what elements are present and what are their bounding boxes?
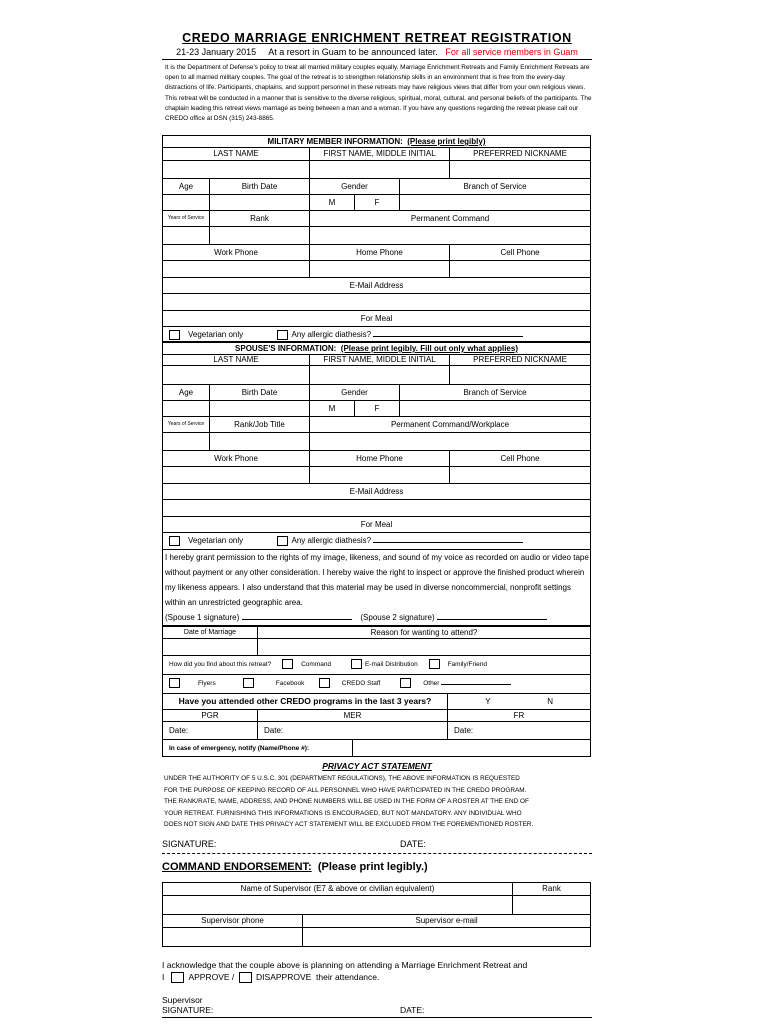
spouse-first-name-field[interactable]	[310, 366, 450, 385]
spouse-work-phone-field[interactable]	[163, 467, 310, 484]
how-found-row-2: Flyers Facebook CREDO Staff Other	[163, 675, 591, 694]
date-of-marriage-label: Date of Marriage	[163, 627, 258, 639]
member-birth-date-field[interactable]	[210, 195, 310, 211]
spouse-rank-label: Rank/Job Title	[210, 417, 310, 433]
spouse-rank-field[interactable]	[210, 433, 310, 451]
supervisor-email-label: Supervisor e-mail	[303, 914, 591, 927]
supervisor-phone-field[interactable]	[163, 927, 303, 946]
retreat-location: At a resort in Guam to be announced later.	[268, 47, 438, 57]
spouse-first-name-label: FIRST NAME, MIDDLE INITIAL	[310, 355, 450, 366]
member-nickname-label: PREFERRED NICKNAME	[450, 148, 591, 161]
acknowledgement: I acknowledge that the couple above is planning on attending a Marriage Enrichment Retreat and I APPROVE / DISAPPROVE their attendance.	[162, 959, 528, 982]
emergency-label: In case of emergency, notify (Name/Phone #):	[163, 740, 353, 757]
spouse-years-label: Years of Service	[163, 417, 210, 433]
spouse-info-table	[162, 342, 591, 626]
member-info-table	[162, 135, 591, 342]
member-cell-phone-field[interactable]	[450, 261, 591, 278]
member-allergic-checkbox[interactable]	[277, 330, 288, 340]
spouse-work-phone-label: Work Phone	[163, 451, 310, 467]
intro-paragraph: It is the Department of Defense's policy to treat all married military couples equally. Marriage Enrichment Retreats and Family Enrichment Retreats are open to all married military couples. The goal of the retreat is to strengthen relationship skills in an environment that is free from the every-day distractions of life. Participants, chaplains, and support personnel in these retreats may have religious views that differ from your own religious views. This retreat will be conducted in a manner that is sensitive to the diverse religious, spiritual, moral, cultural, and personal beliefs of the participants. The chaplain leading this retreat views marriage as being between a man and a woman. If you have any questions regarding the retreat please call our CREDO office at DSN (315) 243-8865.	[165, 64, 592, 123]
spouse-meal-label: For Meal	[163, 517, 591, 533]
spouse-command-label: Permanent Command/Workplace	[310, 417, 591, 433]
member-rank-field[interactable]	[210, 227, 310, 245]
disapprove-checkbox[interactable]	[239, 972, 252, 983]
privacy-date-label: DATE:	[400, 838, 426, 849]
emergency-field[interactable]	[353, 740, 591, 757]
spouse-command-field[interactable]	[310, 433, 591, 451]
member-years-label: Years of Service	[163, 211, 210, 227]
form-title: CREDO MARRIAGE ENRICHMENT RETREAT REGISTRATION	[182, 31, 572, 45]
spouse-email-field[interactable]	[163, 500, 591, 517]
member-age-field[interactable]	[163, 195, 210, 211]
spouse1-signature-field[interactable]	[242, 612, 352, 620]
spouse-birth-date-label: Birth Date	[210, 385, 310, 401]
spouse-years-field[interactable]	[163, 433, 210, 451]
spouse-home-phone-field[interactable]	[310, 467, 450, 484]
email-distribution-checkbox[interactable]	[351, 659, 362, 669]
spouse-heading: SPOUSE'S INFORMATION: (Please print legibly. Fill out only what applies)	[163, 343, 591, 355]
spouse-birth-date-field[interactable]	[210, 401, 310, 417]
pgr-label: PGR	[163, 710, 258, 722]
spouse-last-name-label: LAST NAME	[163, 355, 310, 366]
retreat-audience: For all service members in Guam	[445, 47, 578, 57]
spouse-gender-female[interactable]: F	[355, 401, 400, 417]
credo-staff-checkbox[interactable]	[319, 678, 330, 688]
approve-checkbox[interactable]	[171, 972, 184, 983]
attended-yes[interactable]: Y	[485, 697, 491, 706]
supervisor-label: Supervisor	[162, 994, 203, 1005]
member-last-name-field[interactable]	[163, 161, 310, 179]
fr-label: FR	[448, 710, 591, 722]
member-home-phone-field[interactable]	[310, 261, 450, 278]
supervisor-signature-row	[162, 995, 592, 1018]
member-branch-label: Branch of Service	[400, 179, 591, 195]
member-home-phone-label: Home Phone	[310, 245, 450, 261]
privacy-signature-row	[162, 839, 592, 854]
spouse2-signature-field[interactable]	[437, 612, 547, 620]
other-field[interactable]	[441, 676, 511, 685]
fr-date-field[interactable]: Date:	[448, 722, 591, 740]
member-last-name-label: LAST NAME	[163, 148, 310, 161]
member-heading: MILITARY MEMBER INFORMATION: (Please print legibly)	[163, 136, 591, 148]
member-gender-label: Gender	[310, 179, 400, 195]
pgr-date-field[interactable]: Date:	[163, 722, 258, 740]
registration-form	[162, 30, 592, 1018]
spouse-email-label: E-Mail Address	[163, 484, 591, 500]
other-checkbox[interactable]	[400, 678, 411, 688]
spouse-nickname-label: PREFERRED NICKNAME	[450, 355, 591, 366]
member-email-label: E-Mail Address	[163, 278, 591, 294]
spouse-gender-male[interactable]: M	[310, 401, 355, 417]
spouse-branch-label: Branch of Service	[400, 385, 591, 401]
consent-text: I hereby grant permission to the rights of my image, likeness, and sound of my voice as recorded on audio or video tape without payment or any other consideration. I hereby waive the right to inspect or approve the finished product wherein my likeness appears. I also understand that this material may be used in diverse noncommercial, nonprofit settings within an unrestricted geographic area. (Spouse 1 signature) (Spouse 2 signature)	[163, 550, 591, 626]
spouse-cell-phone-label: Cell Phone	[450, 451, 591, 467]
supervisor-email-field[interactable]	[303, 927, 591, 946]
spouse-gender-label: Gender	[310, 385, 400, 401]
spouse-home-phone-label: Home Phone	[310, 451, 450, 467]
member-command-label: Permanent Command	[310, 211, 591, 227]
form-subtitle	[162, 46, 592, 60]
attended-no[interactable]: N	[547, 697, 554, 706]
endorsement-heading: COMMAND ENDORSEMENT: (Please print legibly.)	[162, 860, 428, 873]
member-age-label: Age	[163, 179, 210, 195]
privacy-signature-label: SIGNATURE:	[162, 838, 217, 849]
spouse-allergic-field[interactable]	[373, 533, 523, 543]
member-first-name-label: FIRST NAME, MIDDLE INITIAL	[310, 148, 450, 161]
spouse-age-label: Age	[163, 385, 210, 401]
supervisor-name-label: Name of Supervisor (E7 & above or civilian equivalent)	[163, 882, 513, 895]
flyers-checkbox[interactable]	[169, 678, 180, 688]
family-friend-checkbox[interactable]	[429, 659, 440, 669]
member-command-field[interactable]	[310, 227, 591, 245]
spouse-age-field[interactable]	[163, 401, 210, 417]
attended-question: Have you attended other CREDO programs in the last 3 years?	[163, 694, 448, 710]
member-branch-field[interactable]	[400, 195, 591, 211]
privacy-title: PRIVACY ACT STATEMENT	[322, 761, 432, 771]
endorsement-table	[162, 882, 591, 947]
member-work-phone-field[interactable]	[163, 261, 310, 278]
spouse-branch-field[interactable]	[400, 401, 591, 417]
member-nickname-field[interactable]	[450, 161, 591, 179]
facebook-checkbox[interactable]	[243, 678, 254, 688]
supervisor-rank-field[interactable]	[513, 895, 591, 914]
member-work-phone-label: Work Phone	[163, 245, 310, 261]
member-meal-options: Vegetarian only Any allergic diathesis?	[163, 327, 591, 342]
member-rank-label: Rank	[210, 211, 310, 227]
retreat-dates: 21-23 January 2015	[176, 47, 257, 57]
spouse-cell-phone-field[interactable]	[450, 467, 591, 484]
spouse-last-name-field[interactable]	[163, 366, 310, 385]
mer-date-field[interactable]: Date:	[258, 722, 448, 740]
member-allergic-field[interactable]	[373, 327, 523, 337]
command-checkbox[interactable]	[282, 659, 293, 669]
mer-label: MER	[258, 710, 448, 722]
supervisor-date-label: DATE:	[400, 1004, 425, 1015]
spouse-vegetarian-checkbox[interactable]	[169, 536, 180, 546]
reason-label: Reason for wanting to attend?	[258, 627, 591, 639]
attended-answer	[448, 694, 591, 710]
retreat-info-table	[162, 626, 591, 757]
member-gender-female[interactable]: F	[355, 195, 400, 211]
supervisor-signature-label: SIGNATURE:	[162, 1004, 214, 1015]
how-found-row: How did you find about this retreat? Command E-mail Distribution Family/Friend	[163, 656, 591, 675]
supervisor-rank-label: Rank	[513, 882, 591, 895]
member-email-field[interactable]	[163, 294, 591, 311]
spouse-meal-options: Vegetarian only Any allergic diathesis?	[163, 533, 591, 550]
date-of-marriage-field[interactable]	[163, 639, 258, 656]
spouse-nickname-field[interactable]	[450, 366, 591, 385]
supervisor-name-field[interactable]	[163, 895, 513, 914]
member-birth-date-label: Birth Date	[210, 179, 310, 195]
spouse-allergic-checkbox[interactable]	[277, 536, 288, 546]
member-gender-male[interactable]: M	[310, 195, 355, 211]
reason-field[interactable]	[258, 639, 591, 656]
member-meal-label: For Meal	[163, 311, 591, 327]
member-first-name-field[interactable]	[310, 161, 450, 179]
privacy-text: UNDER THE AUTHORITY OF 5 U.S.C. 301 (DEPARTMENT REGULATIONS), THE ABOVE INFORMATION IS REQUESTED FOR THE PURPOSE OF KEEPING RECORD OF ALL PERSONNEL WHO HAVE PARTICIPATED IN THE CREDO PROGRAM. THE RANK/RATE, NAME, ADDRESS, AND PHONE NUMBERS WILL BE USED IN THE FORM OF A ROSTER AT THE END OF YOUR RETREAT. FURNISHING THIS INFORMATIONS IS ENCOURAGED, BUT NOT MANDATORY. ANY INDIVIDUAL WHO DOES NOT SIGN AND DATE THIS PRIVACY ACT STATEMENT WILL BE EXCLUDED FROM THE FOREMENTIONED ROSTER.	[164, 775, 534, 828]
member-years-field[interactable]	[163, 227, 210, 245]
member-cell-phone-label: Cell Phone	[450, 245, 591, 261]
supervisor-phone-label: Supervisor phone	[163, 914, 303, 927]
member-vegetarian-checkbox[interactable]	[169, 330, 180, 340]
